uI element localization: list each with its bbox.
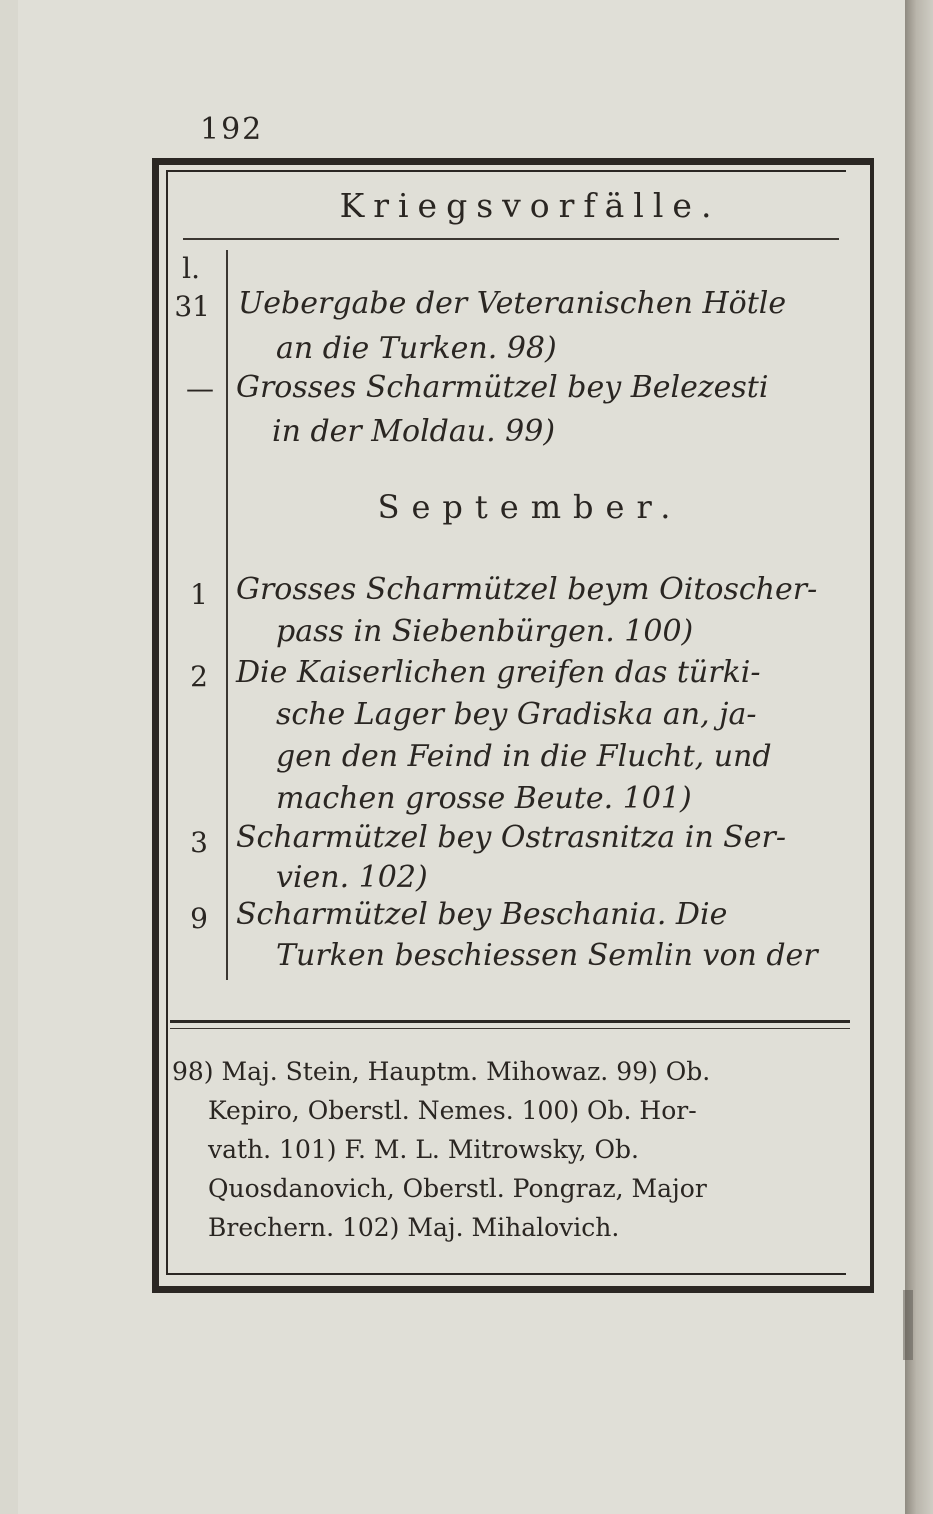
entry-day: l. — [182, 252, 200, 285]
entry-day: 1 — [190, 578, 208, 611]
footnote-rule — [170, 1020, 850, 1023]
footnote-line: Quosdanovich, Oberstl. Pongraz, Major — [208, 1174, 707, 1203]
running-header: Kriegsvorfälle. — [339, 186, 721, 225]
footnotes — [172, 1052, 852, 1247]
page-number: 192 — [200, 112, 264, 147]
footnote-rule-thin — [170, 1028, 850, 1029]
page-stain — [903, 1290, 913, 1360]
entry-line: machen grosse Beute. 101) — [276, 781, 692, 816]
entry-day: 3 — [190, 826, 208, 859]
entry-line: in der Moldau. 99) — [272, 414, 556, 449]
entry-line: Scharmützel bey Ostrasnitza in Ser- — [236, 820, 786, 855]
month-heading: September. — [377, 488, 683, 526]
entry-day: 31 — [174, 290, 210, 323]
entry-day: 2 — [190, 660, 208, 693]
entry-line: Turken beschiessen Semlin von der — [276, 938, 818, 973]
entry-line: gen den Feind in die Flucht, und — [276, 739, 772, 774]
entry-day: 9 — [190, 902, 208, 935]
footnote-line: Kepiro, Oberstl. Nemes. 100) Ob. Hor- — [208, 1096, 697, 1125]
entry-line: Grosses Scharmützel bey Belezesti — [236, 370, 769, 405]
footnote-line: vath. 101) F. M. L. Mitrowsky, Ob. — [208, 1135, 639, 1164]
entry-day: — — [186, 372, 214, 405]
day-column-rule — [226, 250, 228, 980]
entry-line: vien. 102) — [276, 860, 428, 895]
footnote-line: Brechern. 102) Maj. Mihalovich. — [208, 1213, 620, 1242]
entry-line: Uebergabe der Veteranischen Hötle — [238, 286, 787, 321]
entry-line: Grosses Scharmützel beym Oitoscher- — [236, 572, 818, 607]
entry-line: Die Kaiserlichen greifen das türki- — [236, 655, 761, 690]
entry-line: pass in Siebenbürgen. 100) — [276, 614, 694, 649]
entry-line: Scharmützel bey Beschania. Die — [236, 897, 728, 932]
entry-line: sche Lager bey Gradiska an, ja- — [276, 697, 757, 732]
entry-line: an die Turken. 98) — [276, 331, 557, 366]
book-gutter — [905, 0, 933, 1514]
header-rule — [183, 238, 839, 240]
footnote-line: 98) Maj. Stein, Hauptm. Mihowaz. 99) Ob. — [172, 1057, 711, 1086]
